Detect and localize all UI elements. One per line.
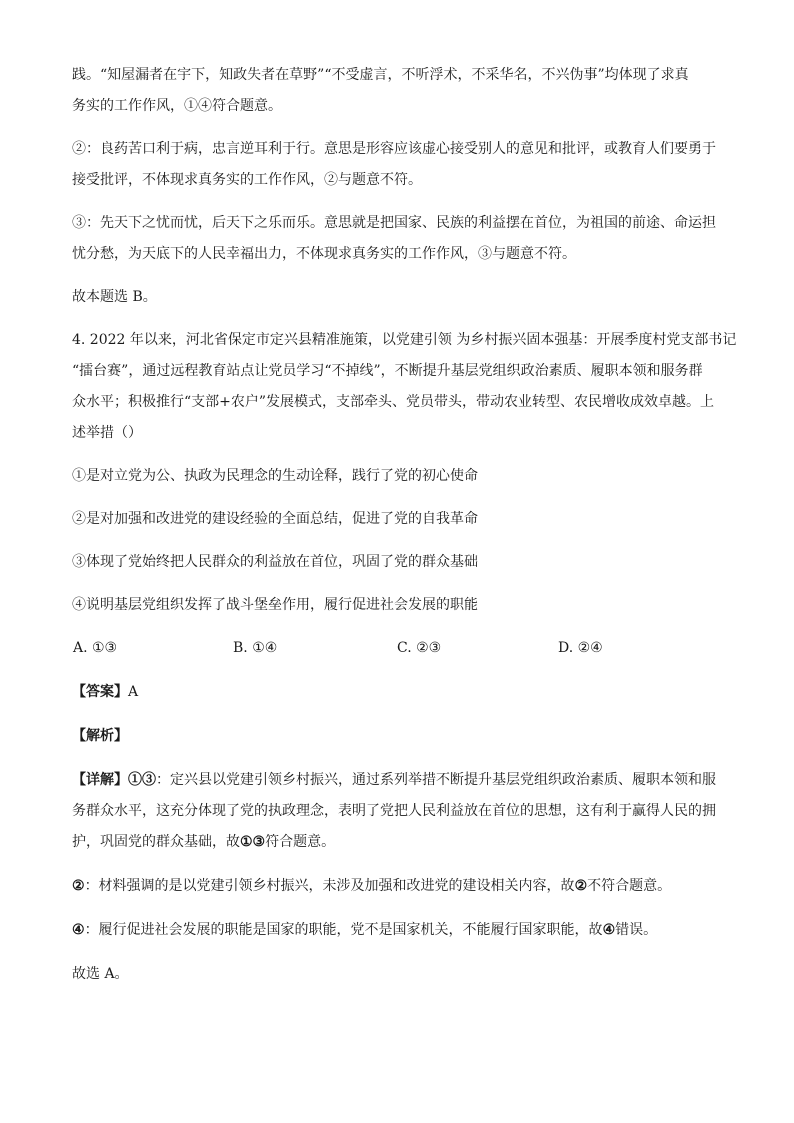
- statement-3: ③体现了党始终把人民群众的利益放在首位，巩固了党的群众基础: [72, 554, 478, 570]
- option-c: C. ②③: [397, 640, 442, 656]
- detail-para-2-lead: ②: [72, 878, 85, 894]
- detail-line-3-pre: 护，巩固党的群众基础，故: [72, 834, 240, 850]
- statement-4: ④说明基层党组织发挥了战斗堡垒作用，履行促进社会发展的职能: [72, 597, 478, 613]
- question-line-3: 众水平；积极推行“支部+农户”发展模式，支部牵头、党员带头，带动农业转型、农民增收成效卓越。上: [72, 394, 715, 410]
- detail-label: 【详解】: [72, 772, 128, 788]
- option-a: A. ①③: [73, 640, 118, 656]
- detail-line-3: [72, 827, 724, 858]
- question-line-4: 述举措（）: [72, 425, 142, 441]
- answer-line: [72, 677, 724, 708]
- detail-line-1-text: ：定兴县以党建引领乡村振兴，通过系列举措不断提升基层党组织政治素质、履职本领和服: [156, 772, 716, 788]
- prev-para2-line-2: 接受批评，不体现求真务实的工作作风，②与题意不符。: [72, 172, 422, 188]
- answer-label: 【答案】: [72, 684, 128, 700]
- answer-value: A: [128, 684, 139, 700]
- prev-para3-line-2: 忧分愁，为天底下的人民幸福出力，不体现求真务实的工作作风，③与题意不符。: [72, 246, 576, 262]
- detail-para-2-mid: ：材料强调的是以党建引领乡村振兴，未涉及加强和改进党的建设相关内容，故: [84, 878, 575, 894]
- detail-para-3-bold: ④: [602, 922, 616, 938]
- detail-para-2: [72, 871, 724, 902]
- prev-para3-line-1: ③：先天下之忧而忧，后天下之乐而乐。意思就是把国家、民族的利益摆在首位，为祖国的前途、命运担: [72, 215, 716, 231]
- analysis-label: 【解析】: [72, 728, 128, 744]
- detail-line-1: [72, 765, 724, 796]
- answer-options: [72, 633, 724, 664]
- question-line-2: “擂台赛”，通过远程教育站点让党员学习“不掉线”，不断提升基层党组织政治素质、履职本领和服务群: [72, 363, 703, 379]
- detail-lead: ①③: [128, 772, 156, 788]
- statement-1: ①是对立党为公、执政为民理念的生动诠释，践行了党的初心使命: [72, 468, 478, 484]
- detail-para-3: [72, 915, 724, 946]
- final-conclusion: 故选 A。: [72, 966, 129, 982]
- document-page: [72, 60, 737, 990]
- option-d: D. ②④: [558, 640, 603, 656]
- detail-line-3-post: 符合题意。: [265, 834, 336, 850]
- prev-explanation-line-1: 践。“知屋漏者在宇下，知政失者在草野”“不受虚言，不听浮术，不采华名，不兴伪事”均体现了求真: [72, 67, 689, 83]
- detail-para-3-post: 错误。: [615, 922, 658, 938]
- prev-para2-line-1: ②：良药苦口利于病，忠言逆耳利于行。意思是形容应该虚心接受别人的意见和批评，或教育人们要勇于: [72, 141, 716, 157]
- detail-line-3-bold: ①③: [240, 834, 266, 850]
- option-b: B. ①④: [233, 640, 278, 656]
- detail-para-2-bold: ②: [574, 878, 588, 894]
- question-line-1: 4. 2022 年以来，河北省保定市定兴县精准施策，以党建引领 为乡村振兴固本强基：开展季度村党支部书记: [72, 332, 737, 348]
- prev-explanation-line-2: 务实的工作作风，①④符合题意。: [72, 98, 282, 114]
- analysis-heading: [72, 721, 724, 752]
- detail-para-3-lead: ④: [72, 922, 85, 938]
- detail-line-2: 务群众水平，这充分体现了党的执政理念，表明了党把人民利益放在首位的思想，这有利于赢得人民的拥: [72, 803, 716, 819]
- detail-para-3-mid: ：履行促进社会发展的职能是国家的职能，党不是国家机关，不能履行国家职能，故: [84, 922, 603, 938]
- prev-conclusion: 故本题选 B。: [72, 289, 157, 305]
- detail-para-2-post: 不符合题意。: [587, 878, 672, 894]
- statement-2: ②是对加强和改进党的建设经验的全面总结，促进了党的自我革命: [72, 511, 478, 527]
